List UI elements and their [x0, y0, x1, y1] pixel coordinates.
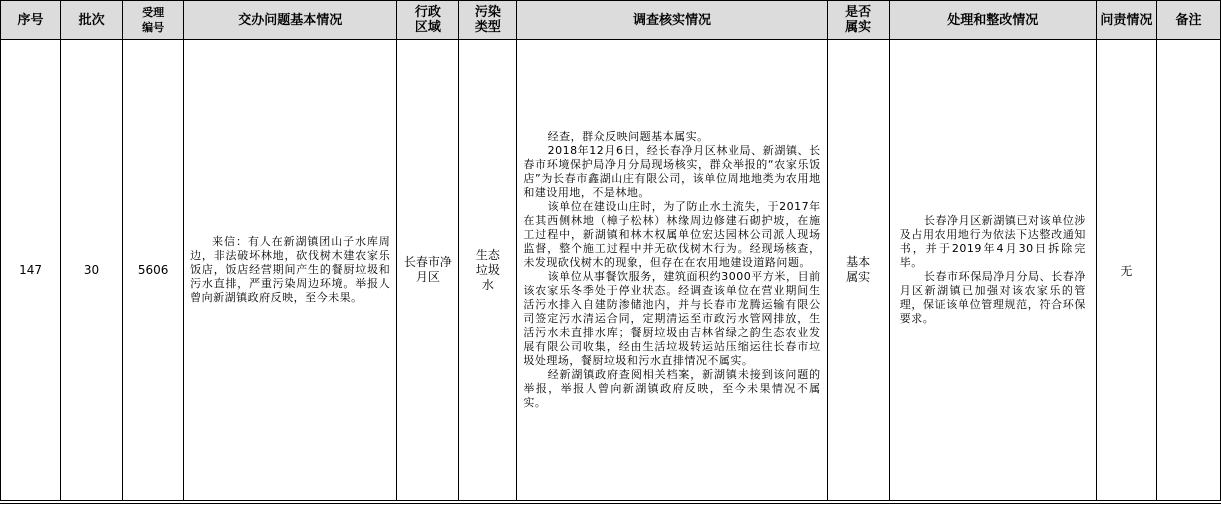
investigation-paragraph: 经新湖镇政府查阅相关档案，新湖镇未接到该问题的举报，举报人曾向新湖镇政府反映，至今未果情况不属实。	[523, 368, 821, 409]
cell-is-true-text: 基本属实	[846, 255, 871, 284]
header-pollution-type-text: 污染 类型	[474, 5, 501, 35]
header-is-true	[827, 1, 889, 40]
cell-index: 147	[1, 40, 61, 501]
header-batch: 批次	[61, 1, 123, 40]
header-accountability: 问责情况	[1096, 1, 1156, 40]
investigation-paragraph: 2018年12月6日，经长春净月区林业局、新湖镇、长春市环境保护局净月分局现场核实，群众举报的“农家乐饭店”为长春市鑫湖山庄有限公司，该单位周地地类为农用地和建设用地，不是林地。	[523, 144, 821, 199]
table-row	[1, 40, 1221, 501]
header-district-text: 行政 区域	[414, 5, 441, 35]
header-accept-no-text: 受理 编号	[142, 6, 165, 34]
header-remark: 备注	[1156, 1, 1220, 40]
bottom-border	[0, 503, 1221, 504]
header-issue: 交办问题基本情况	[184, 1, 397, 40]
header-accept-no	[123, 1, 184, 40]
investigation-paragraph: 该单位在建设山庄时，为了防止水土流失，于2017年在其西侧林地（樟子松林）林缘周边修建石砌护坡，在施工过程中，新湖镇和林木权属单位宏达园林公司派人现场监督，整个施工过程中并无砍伐树木行为。经现场核查，未发现砍伐树木的现象，但存在在农用地建设道路问题。	[523, 200, 821, 269]
cell-is-true	[827, 40, 889, 501]
cell-batch: 30	[61, 40, 123, 501]
investigation-paragraph: 该单位从事餐饮服务，建筑面积约3000平方米，目前该农家乐冬季处于停业状态。经调查该单位在营业期间生活污水排入自建防渗储池内，并与长春市龙腾运输有限公司签定污水清运合同，定期清运至市政污水管网排放，生活污水未直排水库；餐厨垃圾由吉林省绿之韵生态农业发展有限公司收集，经由生活垃圾转运站压缩运往长春市垃圾处理场，餐厨垃圾和污水直排情况不属实。	[523, 270, 821, 367]
cell-district	[397, 40, 459, 501]
cell-investigation	[517, 40, 827, 501]
header-pollution-type	[459, 1, 517, 40]
handling-paragraph: 长春净月区新湖镇已对该单位涉及占用农用地行为依法下达整改通知书，并于2019年4月30日拆除完毕。	[899, 214, 1086, 269]
cell-issue: 来信：有人在新湖镇团山子水库周边，非法破坏林地，砍伐树木建农家乐饭店，饭店经营期间产生的餐厨垃圾和污水直排，严重污染周边环境。举报人曾向新湖镇政府反映，至今未果。	[184, 40, 397, 501]
header-row	[1, 1, 1221, 40]
handling-paragraph: 长春市环保局净月分局、长春净月区新湖镇已加强对该农家乐的管理，保证该单位管理规范，符合环保要求。	[899, 270, 1086, 325]
header-index: 序号	[1, 1, 61, 40]
cell-pollution-type	[459, 40, 517, 501]
header-district	[397, 1, 459, 40]
header-handling: 处理和整改情况	[889, 1, 1096, 40]
header-is-true-text: 是否 属实	[845, 5, 872, 35]
cell-accountability: 无	[1096, 40, 1156, 501]
header-investigation: 调查核实情况	[517, 1, 827, 40]
investigation-paragraph: 经查，群众反映问题基本属实。	[547, 130, 709, 143]
cell-accept-no: 5606	[123, 40, 184, 501]
cell-pollution-type-text: 生态垃圾水	[475, 247, 500, 292]
cell-district-text: 长春市净月区	[403, 255, 452, 284]
cell-remark	[1156, 40, 1220, 501]
cell-handling	[889, 40, 1096, 501]
